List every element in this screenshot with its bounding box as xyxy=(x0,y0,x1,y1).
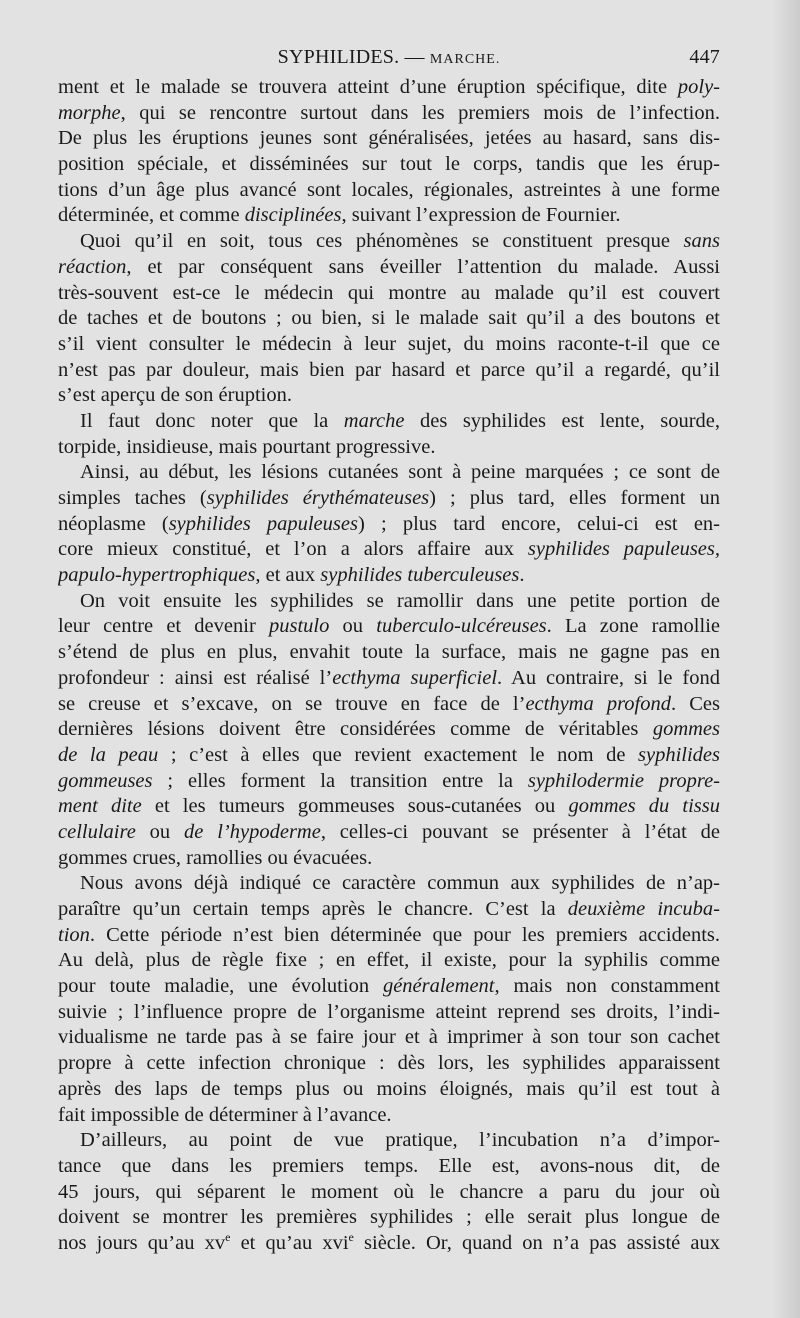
text-run: . xyxy=(519,564,525,587)
italic-term: ecthyma profond xyxy=(525,692,672,715)
text-line xyxy=(58,203,720,229)
text-run: D’ailleurs, au point de vue pratique, l’incubation n’a d’impor- xyxy=(80,1129,720,1152)
text-line xyxy=(58,743,720,769)
text-run: profondeur : ainsi est réalisé l’ xyxy=(58,666,333,689)
text-run: et les tumeurs gommeuses sous-cutanées ou xyxy=(141,795,569,818)
text-line xyxy=(58,537,720,563)
text-run: ou xyxy=(135,820,185,843)
text-line xyxy=(58,948,720,974)
running-head xyxy=(58,46,720,76)
text-run: leur centre et devenir xyxy=(58,615,269,638)
text-line xyxy=(58,692,720,718)
text-line xyxy=(58,897,720,923)
text-run: . Au contraire, si le fond xyxy=(497,666,720,689)
text-line xyxy=(58,409,720,435)
text-line xyxy=(58,460,720,486)
italic-term: de l’hypoderme xyxy=(184,820,321,843)
text-run: siècle. Or, quand on n’a pas assisté aux xyxy=(353,1231,720,1254)
text-run: . La zone ramollie xyxy=(546,615,720,638)
text-run: n’est pas par douleur, mais bien par hasard et parce qu’il a regardé, qu’il xyxy=(58,358,720,381)
text-line xyxy=(58,1103,720,1129)
text-run: très-souvent est-ce le médecin qui montre au malade qu’il est couvert xyxy=(58,281,720,304)
italic-term: poly- xyxy=(677,76,720,98)
italic-term: syphilides tuberculeuses xyxy=(320,564,520,587)
italic-term: syphilides érythémateuses xyxy=(206,487,430,509)
text-run: des syphilides est lente, sourde, xyxy=(404,409,720,432)
italic-term: syphilides papuleuses, xyxy=(527,538,720,561)
text-line xyxy=(58,923,720,949)
text-run: paraître qu’un certain temps après le chancre. C’est la xyxy=(58,898,568,920)
text-run: simples taches ( xyxy=(58,487,207,509)
text-line xyxy=(58,1051,720,1077)
text-run: néoplasme ( xyxy=(58,512,169,535)
text-line xyxy=(58,75,720,101)
text-run: torpide, insidieuse, mais pourtant progressive. xyxy=(58,435,436,458)
text-line xyxy=(58,435,720,461)
text-run: , mais non constamment xyxy=(494,975,720,998)
text-line xyxy=(58,229,720,255)
text-run: 45 jours, qui séparent le moment où le chancre a paru du jour où xyxy=(58,1180,720,1203)
text-line xyxy=(58,614,720,640)
text-line xyxy=(58,486,720,512)
text-line xyxy=(58,717,720,743)
text-run: pour toute maladie, une évolution xyxy=(58,975,383,998)
italic-term: disciplinées xyxy=(244,204,342,227)
italic-term: deuxième incuba- xyxy=(567,898,720,920)
italic-term: tuberculo-ulcéreuses xyxy=(376,615,547,638)
italic-term: syphilides papuleuses xyxy=(168,512,358,535)
text-run: après des laps de temps plus ou moins éloignés, mais qu’il est tout à xyxy=(58,1077,720,1100)
text-run: De plus les éruptions jeunes sont généralisées, jetées au hasard, sans dis- xyxy=(58,127,720,150)
text-run: Quoi qu’il en soit, tous ces phénomènes se constituent presque xyxy=(80,230,684,253)
text-run: dernières lésions doivent être considérées comme de véritables xyxy=(58,718,653,741)
text-run: s’il vient consulter le médecin à leur sujet, du moins raconte-t-il que ce xyxy=(58,332,720,355)
text-run: se creuse et s’excave, on se trouve en face de l’ xyxy=(58,692,526,715)
text-line xyxy=(58,255,720,281)
italic-term: de la peau xyxy=(58,743,159,766)
text-line xyxy=(58,1000,720,1026)
text-line xyxy=(58,512,720,538)
text-line xyxy=(58,1205,720,1231)
text-line xyxy=(58,1180,720,1206)
text-run: , celles-ci pouvant se présenter à l’état de xyxy=(320,820,720,843)
italic-term: syphilides xyxy=(638,743,720,766)
text-run: tance que dans les premiers temps. Elle est, avons-nous dit, de xyxy=(58,1154,720,1177)
text-run: ) ; plus tard encore, celui-ci est en- xyxy=(357,512,720,535)
text-line xyxy=(58,383,720,409)
text-run: Ainsi, au début, les lésions cutanées sont à peine marquées ; ce sont de xyxy=(80,461,720,484)
text-run: ou xyxy=(329,615,377,638)
text-line xyxy=(58,1231,720,1257)
text-line xyxy=(58,820,720,846)
text-line xyxy=(58,101,720,127)
italic-term: ment dite xyxy=(58,795,142,818)
italic-term: sans xyxy=(683,230,720,253)
text-line xyxy=(58,126,720,152)
italic-term: pustulo xyxy=(268,615,330,638)
text-run: propre à cette infection chronique : dès lors, les syphilides apparaissent xyxy=(58,1052,720,1075)
text-run: suivie ; l’influence propre de l’organisme atteint reprend ses droits, l’indi- xyxy=(58,1000,720,1023)
text-line xyxy=(58,1128,720,1154)
text-run: Il faut donc noter que la xyxy=(80,409,344,432)
italic-term: ecthyma superficiel xyxy=(332,666,498,689)
running-title-main: SYPHILIDES. — xyxy=(277,46,430,68)
text-run: et qu’au xvi xyxy=(230,1231,349,1254)
text-run: Au delà, plus de règle fixe ; en effet, il existe, pour la syphilis comme xyxy=(58,949,720,972)
text-run: position spéciale, et disséminées sur tout le corps, tandis que les érup- xyxy=(58,153,720,176)
page-number: 447 xyxy=(689,46,720,68)
running-title-section: MARCHE. xyxy=(429,52,501,67)
text-line xyxy=(58,1154,720,1180)
text-line xyxy=(58,666,720,692)
italic-term: cellulaire xyxy=(58,820,136,843)
text-run: . Cette période n’est bien déterminée que pour les premiers accidents. xyxy=(89,923,720,946)
text-run: ment et le malade se trouvera atteint d’une éruption spécifique, dite xyxy=(58,76,678,98)
text-run: fait impossible de déterminer à l’avance. xyxy=(58,1103,392,1126)
text-line xyxy=(58,178,720,204)
text-line xyxy=(58,871,720,897)
running-title xyxy=(58,46,720,69)
text-line xyxy=(58,306,720,332)
page-edge-shadow xyxy=(772,0,800,1318)
text-line xyxy=(58,794,720,820)
text-line xyxy=(58,1077,720,1103)
text-run: tions d’un âge plus avancé sont locales, régionales, astreintes à une forme xyxy=(58,178,720,201)
text-run: nos jours qu’au xv xyxy=(58,1231,226,1254)
text-run: doivent se montrer les premières syphilides ; elle serait plus longue de xyxy=(58,1206,720,1229)
text-line xyxy=(58,281,720,307)
text-run: déterminée, et comme xyxy=(58,204,245,227)
italic-term: réaction xyxy=(58,255,127,278)
text-line xyxy=(58,589,720,615)
text-line xyxy=(58,563,720,589)
italic-term: gommes du tissu xyxy=(568,795,720,818)
text-run: ; c’est à elles que revient exactement le nom de xyxy=(158,743,638,766)
text-run: de taches et de boutons ; ou bien, si le malade sait qu’il a des boutons et xyxy=(58,307,720,330)
italic-term: généralement xyxy=(382,975,495,998)
italic-term: gommes xyxy=(652,718,720,741)
text-run: s’est aperçu de son éruption. xyxy=(58,384,292,407)
italic-term: tion xyxy=(58,923,90,946)
text-line xyxy=(58,152,720,178)
text-line xyxy=(58,640,720,666)
text-line xyxy=(58,769,720,795)
text-run: , qui se rencontre surtout dans les premiers mois de l’infection. xyxy=(120,101,720,124)
body-text xyxy=(58,75,720,1257)
text-run: core mieux constitué, et l’on a alors affaire aux xyxy=(58,538,528,561)
text-run: , et aux xyxy=(255,564,321,587)
text-line xyxy=(58,1025,720,1051)
text-run: , et par conséquent sans éveiller l’attention du malade. Aussi xyxy=(126,255,720,278)
text-run: On voit ensuite les syphilides se ramollir dans une petite portion de xyxy=(80,589,720,612)
text-run: . Ces xyxy=(671,692,720,715)
text-line xyxy=(58,358,720,384)
superscript: e xyxy=(348,1230,354,1245)
italic-term: syphilodermie propre- xyxy=(527,769,720,792)
text-run: ; elles forment la transition entre la xyxy=(152,769,528,792)
superscript: e xyxy=(225,1230,231,1245)
text-run: s’étend de plus en plus, envahit toute la surface, mais ne gagne pas en xyxy=(58,641,720,664)
italic-term: papulo-hypertrophiques xyxy=(58,564,256,587)
italic-term: morphe xyxy=(58,101,121,124)
text-run: gommes crues, ramollies ou évacuées. xyxy=(58,846,373,869)
text-run: ) ; plus tard, elles forment un xyxy=(429,487,720,509)
text-line xyxy=(58,332,720,358)
italic-term: gommeuses xyxy=(58,769,153,792)
text-run: vidualisme ne tarde pas à se faire jour et à imprimer à son tour son cachet xyxy=(58,1026,720,1049)
text-line xyxy=(58,974,720,1000)
text-run: Nous avons déjà indiqué ce caractère commun aux syphilides de n’ap- xyxy=(80,872,720,895)
italic-term: marche xyxy=(343,409,405,432)
text-line xyxy=(58,846,720,872)
text-run: , suivant l’expression de Fournier. xyxy=(341,204,621,227)
